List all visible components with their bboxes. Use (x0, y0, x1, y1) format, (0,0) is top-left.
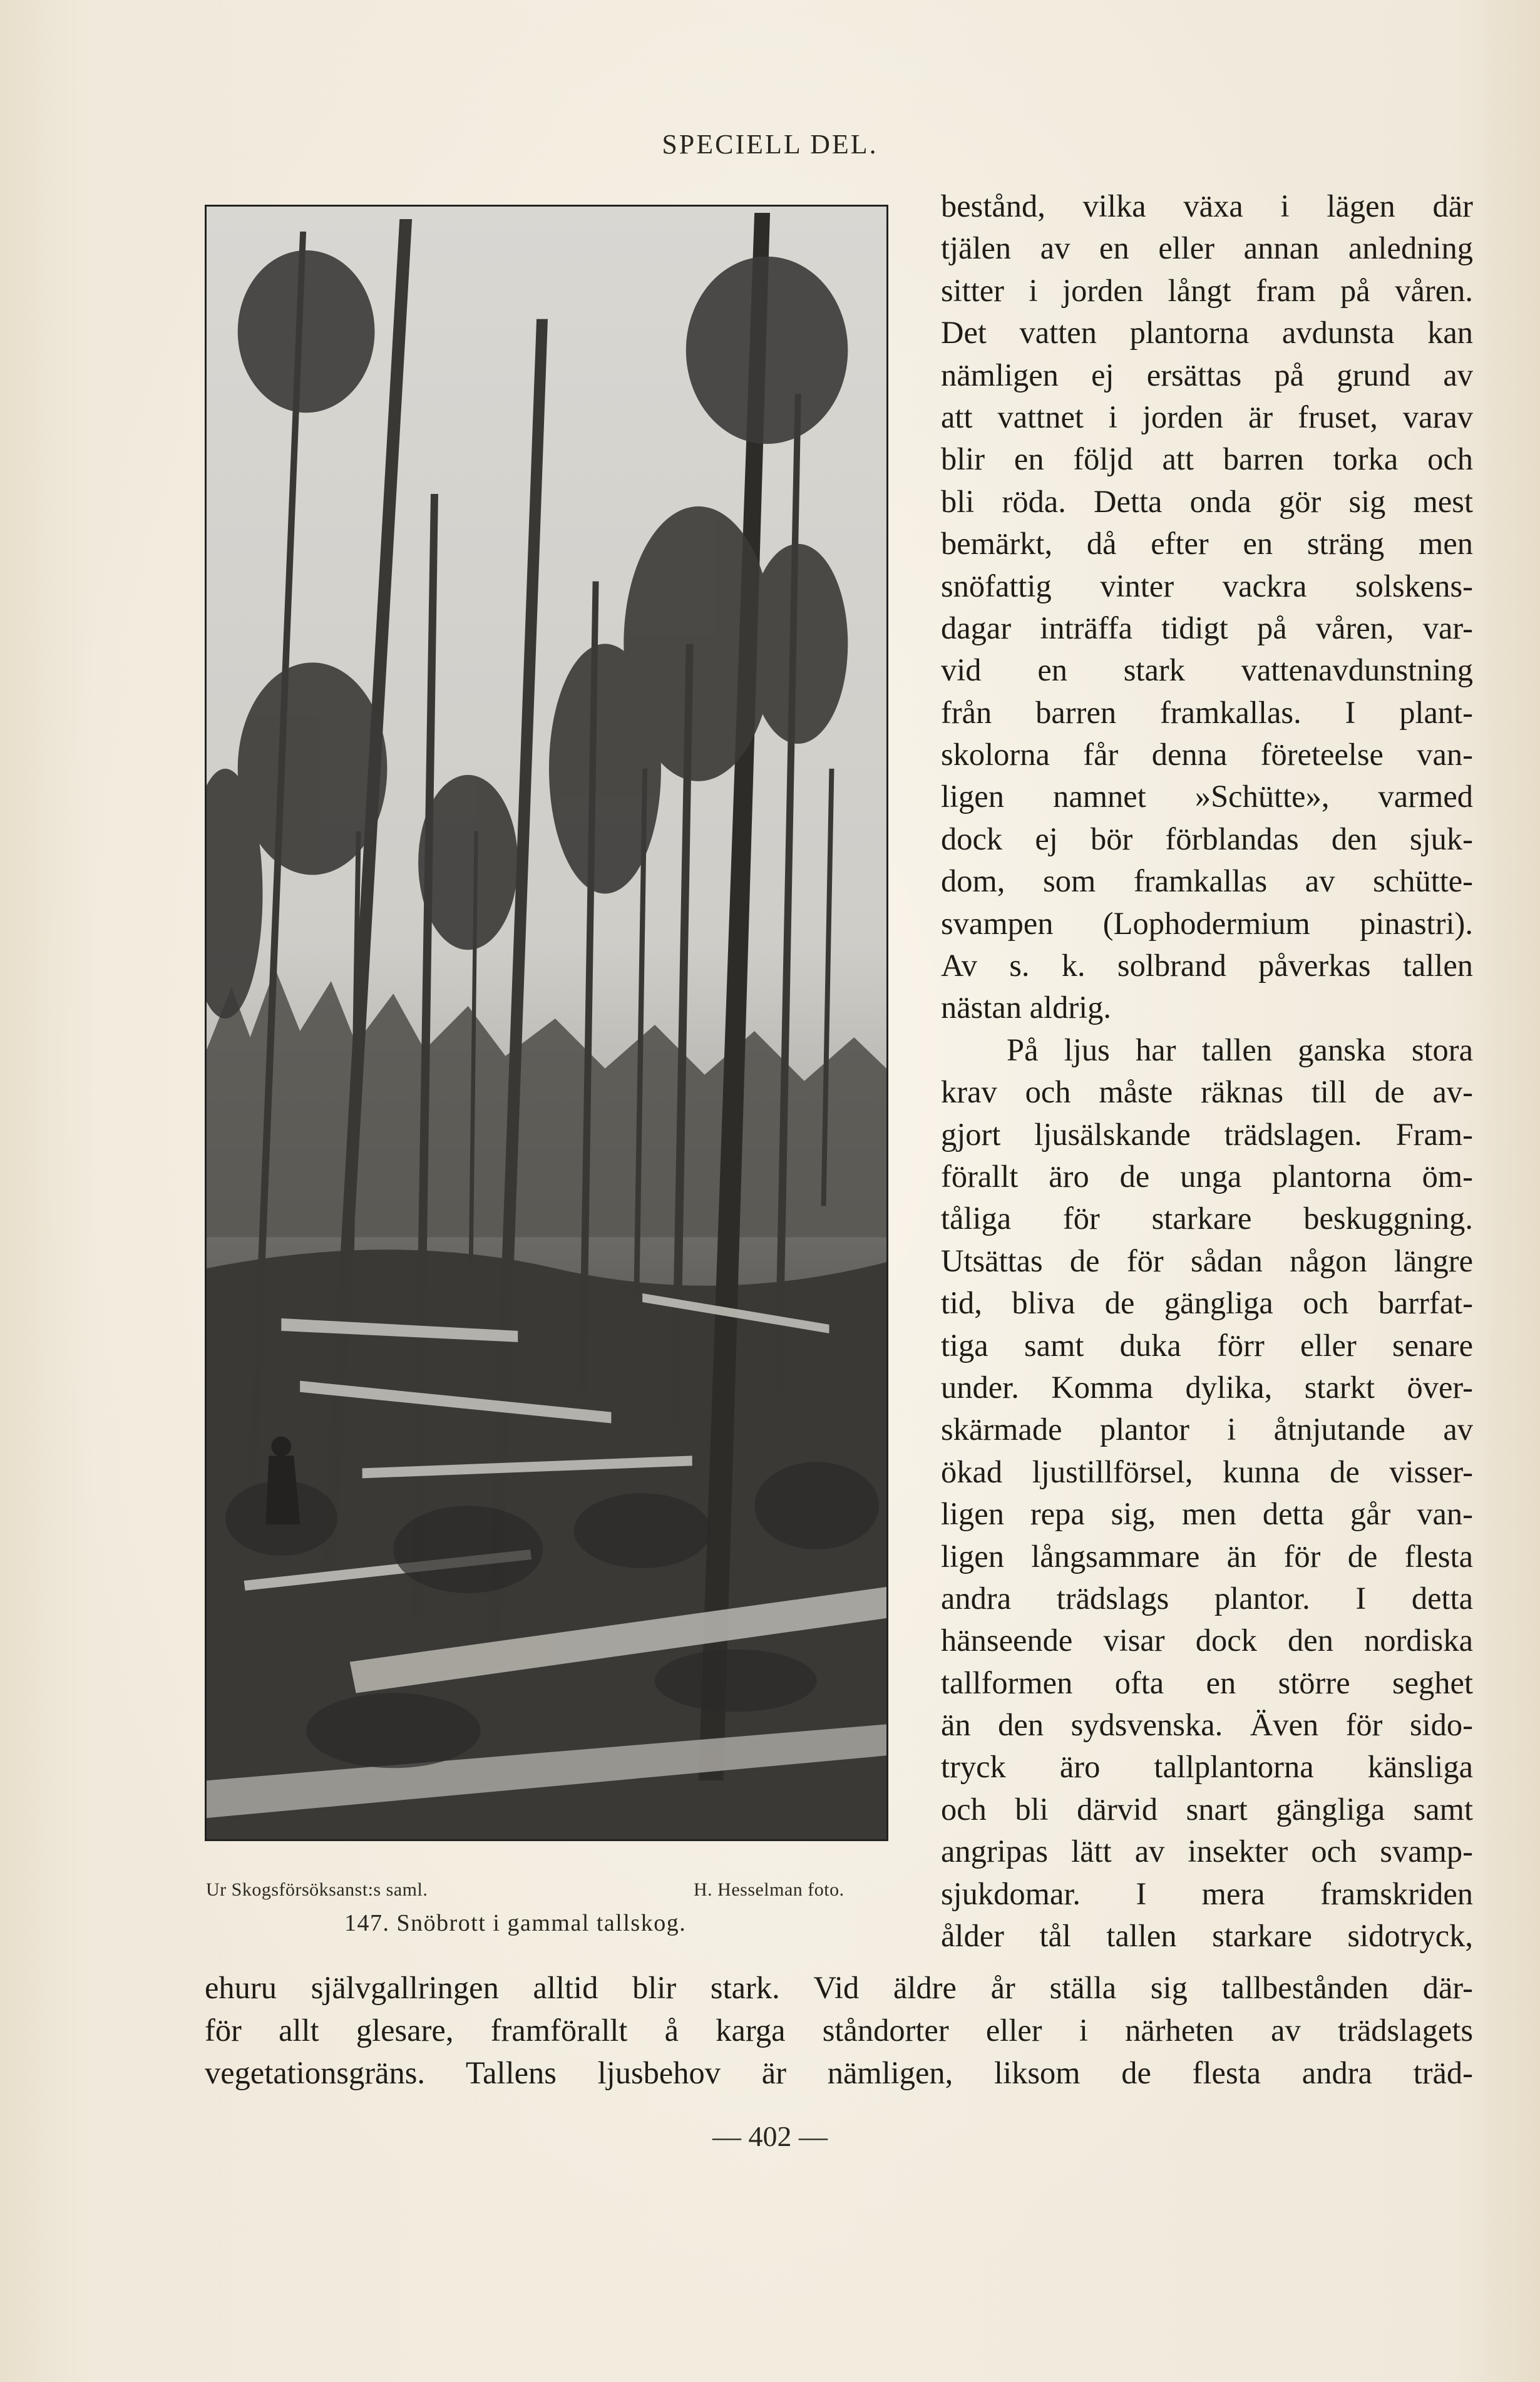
page-number: — 402 — (712, 2120, 828, 2152)
side-column-text (941, 185, 1473, 1957)
text-line: skärmade plantor i åtnjutande av (941, 1412, 1473, 1447)
text-line: från barren framkallas. I plant- (941, 694, 1473, 730)
text-line: blir en följd att barren torka och (941, 441, 1473, 477)
text-line: nämligen ej ersättas på grund av (941, 357, 1473, 393)
text-line: bemärkt, då efter en sträng men (941, 526, 1473, 562)
text-line: för allt glesare, framförallt å karga ståndorter eller i närheten av trädslagets (205, 2013, 1473, 2048)
text-line: Utsättas de för sådan någon längre (941, 1243, 1473, 1278)
text-line: På ljus har tallen ganska stora (1007, 1032, 1473, 1067)
photographer-credit: H. Hesselman foto. (694, 1879, 844, 1900)
text-line: ligen långsammare än för de flesta (941, 1538, 1473, 1574)
text-line: svampen (Lophodermium pinastri). (941, 905, 1473, 941)
text-line: skolorna får denna företeelse van- (941, 737, 1473, 773)
text-line: tallformen ofta en större seghet (941, 1665, 1473, 1700)
text-line: under. Komma dylika, starkt över- (941, 1369, 1473, 1405)
text-line: ehuru självgallringen alltid blir stark. Vid äldre år ställa sig tallbestånden där- (205, 1970, 1473, 2005)
photo-illustration (207, 207, 886, 1839)
text-line: dock ej bör förblandas den sjuk- (941, 821, 1473, 856)
text-line: förallt äro de unga plantorna öm- (941, 1158, 1473, 1194)
text-line: vegetationsgräns. Tallens ljusbehov är nämligen, liksom de flesta andra träd- (205, 2055, 1473, 2090)
text-line: Det vatten plantorna avdunsta kan (941, 315, 1473, 351)
text-line: ökad ljustillförsel, kunna de visser- (941, 1454, 1473, 1489)
text-line: angripas lätt av insekter och svamp- (941, 1834, 1473, 1869)
figure-caption: 147. Snöbrott i gammal tallskog. (344, 1910, 687, 1936)
photo-snowbreak-pine-forest (205, 205, 888, 1841)
text-line: krav och måste räknas till de av- (941, 1074, 1473, 1110)
text-line: vid en stark vattenavdunstning (941, 652, 1473, 688)
text-line: tåliga för starkare beskuggning. (941, 1201, 1473, 1236)
text-line: tiga samt duka förr eller senare (941, 1327, 1473, 1363)
full-width-text (205, 1966, 1473, 2094)
text-line: tjälen av en eller annan anledning (941, 230, 1473, 266)
text-line: bli röda. Detta onda gör sig mest (941, 483, 1473, 519)
text-line: ligen repa sig, men detta går van- (941, 1496, 1473, 1532)
text-line: och bli därvid snart gängliga samt (941, 1791, 1473, 1827)
text-line: Av s. k. solbrand påverkas tallen (941, 948, 1473, 983)
text-line: andra trädslags plantor. I detta (941, 1580, 1473, 1616)
text-line: gjort ljusälskande trädslagen. Fram- (941, 1116, 1473, 1152)
text-line: tryck äro tallplantorna känsliga (941, 1749, 1473, 1785)
photo-source-credit: Ur Skogsförsöksanst:s saml. (206, 1879, 428, 1900)
running-head: SPECIELL DEL. (662, 129, 878, 160)
text-line: sjukdomar. I mera framskriden (941, 1876, 1473, 1911)
text-line: nästan aldrig. (941, 990, 1112, 1025)
text-line: dagar inträffa tidigt på våren, var- (941, 610, 1473, 645)
text-line: sitter i jorden långt fram på våren. (941, 272, 1473, 308)
text-line: dom, som framkallas av schütte- (941, 863, 1473, 899)
text-line: tid, bliva de gängliga och barrfat- (941, 1285, 1473, 1321)
text-line: ligen namnet »Schütte», varmed (941, 779, 1473, 814)
text-line: ålder tål tallen starkare sidotryck, (941, 1918, 1473, 1954)
text-line: att vattnet i jorden är fruset, varav (941, 399, 1473, 434)
text-line: hänseende visar dock den nordiska (941, 1623, 1473, 1658)
text-line: snöfattig vinter vackra solskens- (941, 568, 1473, 603)
text-line: bestånd, vilka växa i lägen där (941, 188, 1473, 223)
text-line: än den sydsvenska. Även för sido- (941, 1707, 1473, 1743)
